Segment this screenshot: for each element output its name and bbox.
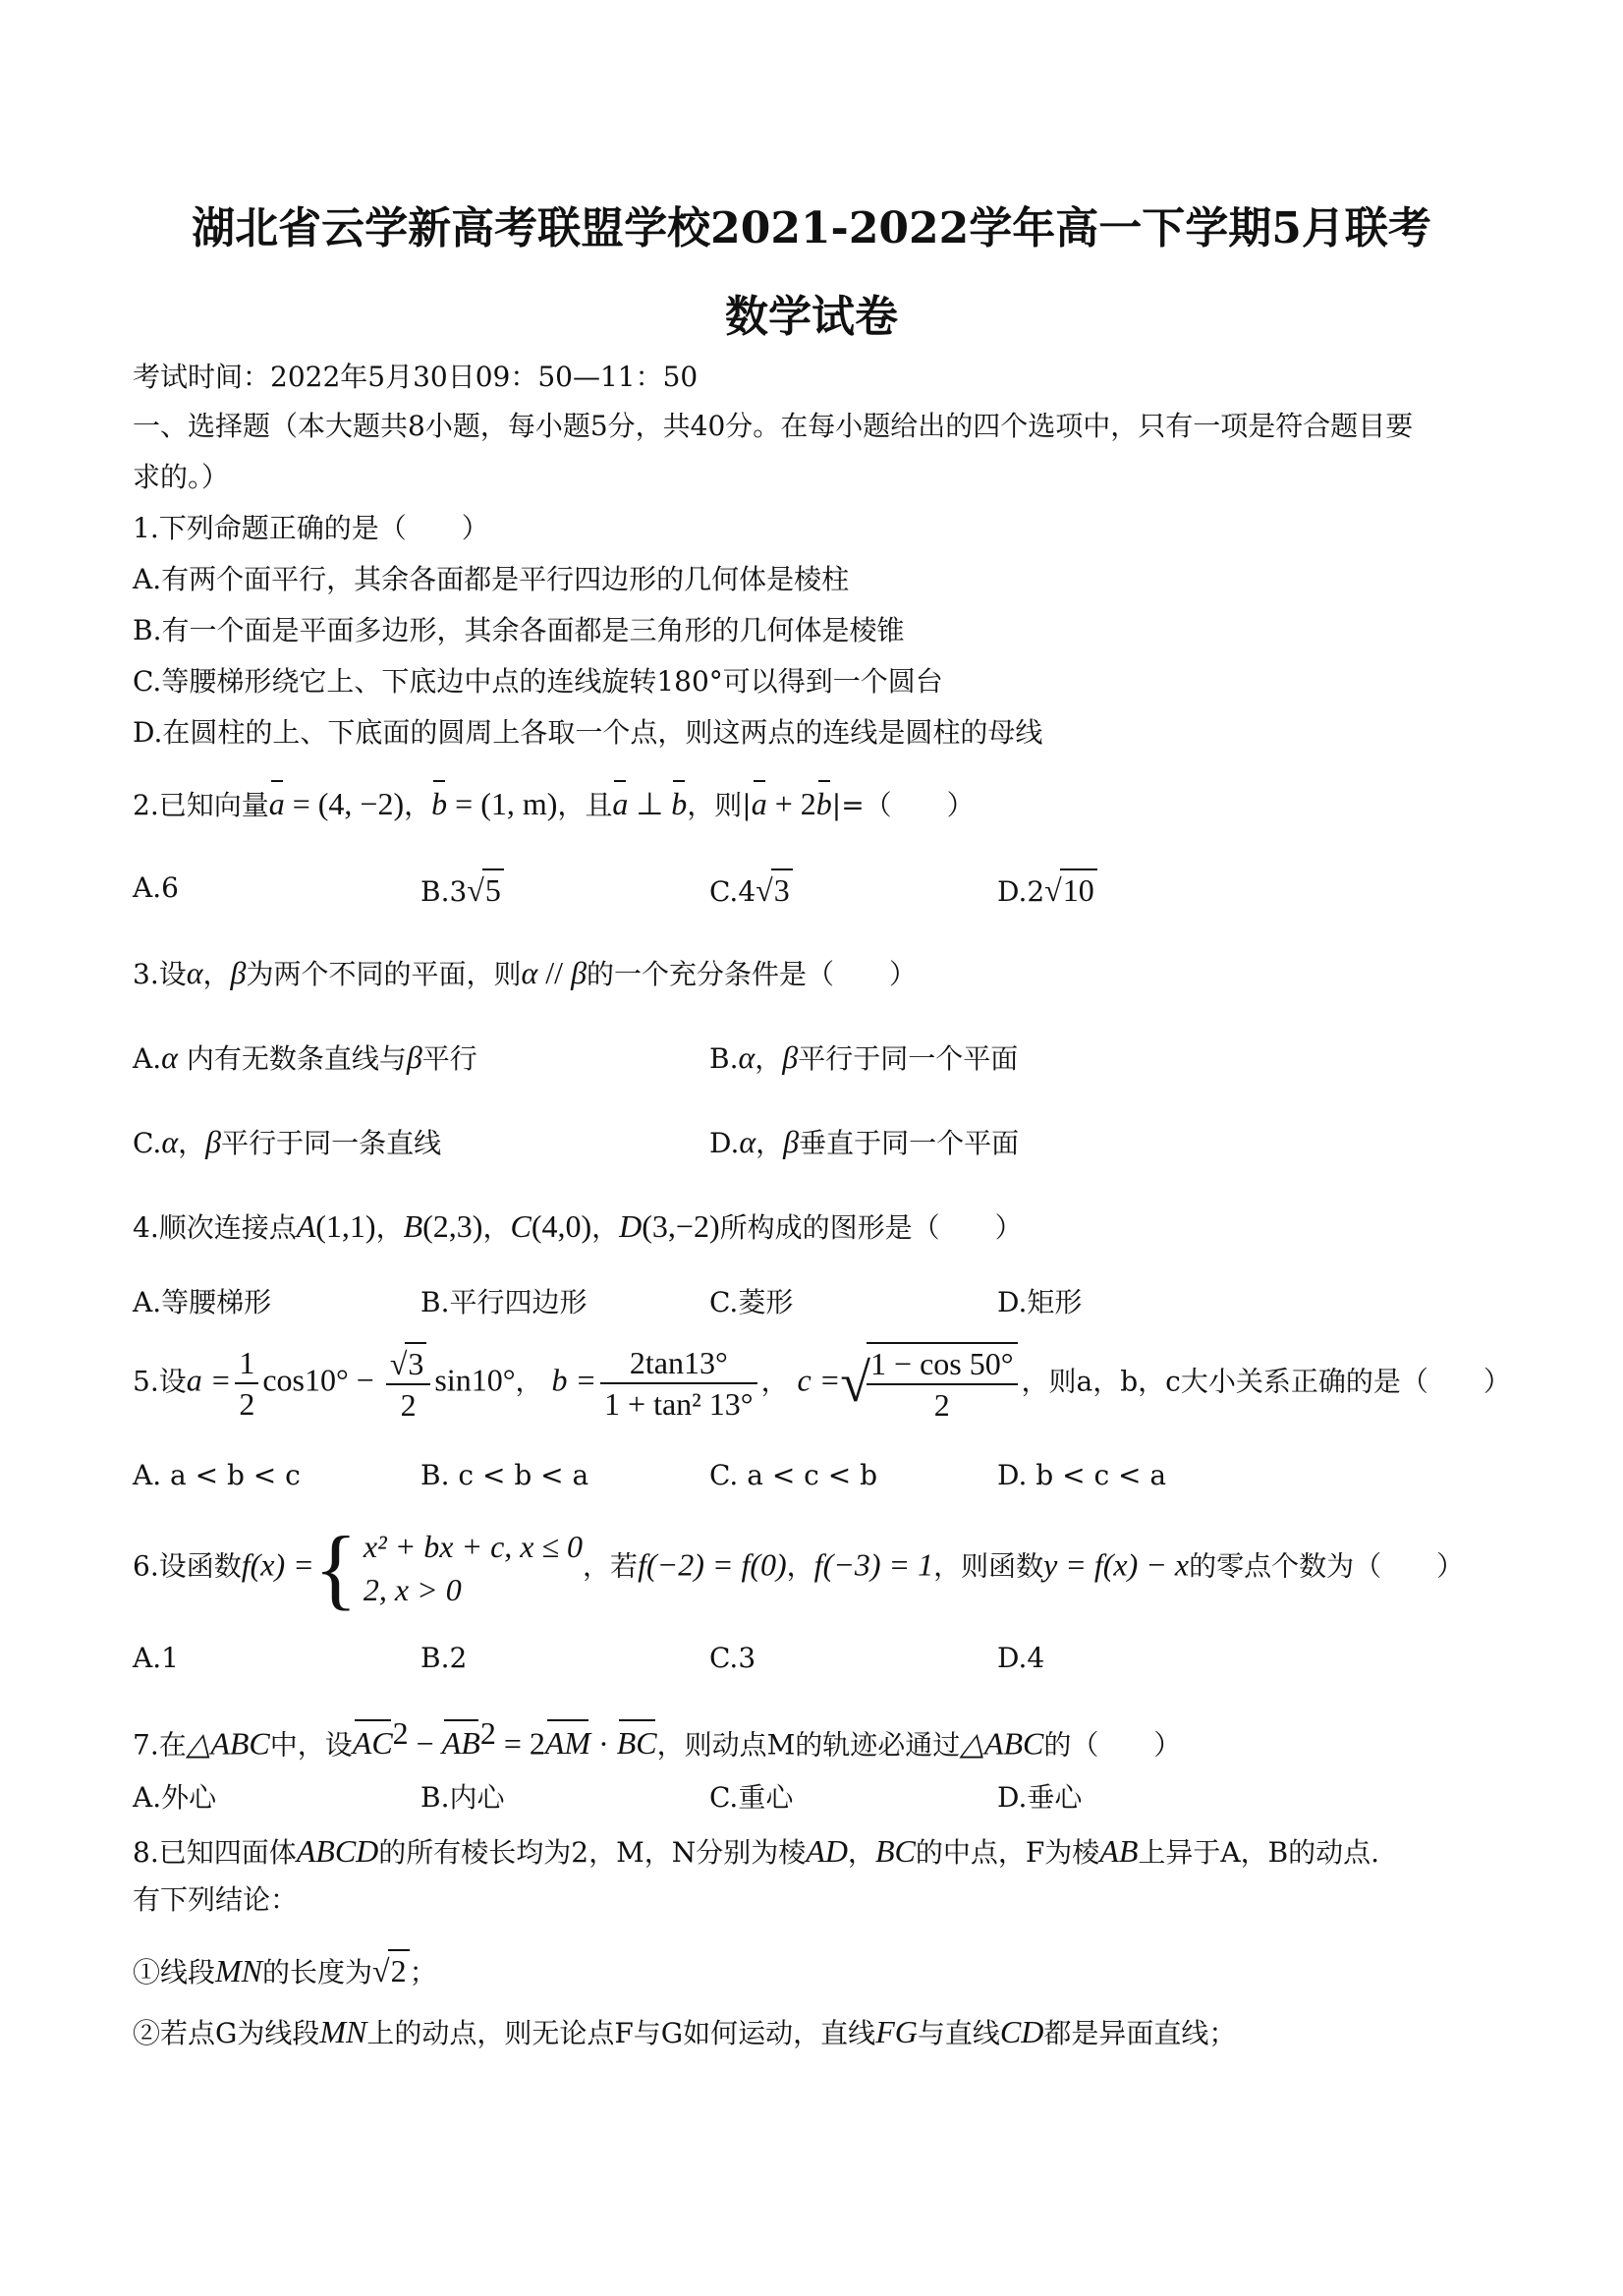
q3-stem: 3.设α，β为两个不同的平面，则α // β的一个充分条件是（ ） [133,955,918,990]
q1-option-d: D.在圆柱的上、下底面的圆周上各取一个点，则这两点的连线是圆柱的母线 [133,716,1043,749]
q1-option-c: C.等腰梯形绕它上、下底边中点的连线旋转180°可以得到一个圆台 [133,665,943,698]
fraction-half: $\frac{1}{2}$ [235,1343,258,1424]
q6-option-a: A.1 [133,1642,179,1674]
q6-stem: 6.设函数f(x) ={ x² + bx + c, x ≤ 0 2, x > 0 ，若f(−2) = f(0)，f(−3) = 1，则函数y = f(x) − x的零点个数为（ ） [133,1518,1465,1618]
exam-time: 考试时间：2022年5月30日09：50—11：50 [133,361,699,393]
fraction-sqrt3-half: $\frac{√3}{2}$ [386,1342,431,1425]
vector-am: AM [544,1725,591,1762]
q2-stem: 2.已知向量a = (4, −2)，b = (1, m)，且a ⊥ b，则|a + 2b|=（ ） [133,786,975,821]
q4-option-a: A.等腰梯形 [133,1286,272,1318]
fraction-c: $\frac{1 - \cos 50^\circ}{2}$ [867,1342,1018,1425]
q5-option-b: B. c < b < a [420,1459,589,1491]
q5-option-a: A. a < b < c [133,1459,301,1491]
vector-b: b [431,786,448,821]
q7-stem: 7.在△ABC中，设$AC^2 - AB^2 = 2AM$ · BC，则动点M的轨迹必通过△ABC的（ ） [133,1715,1182,1762]
q3-option-a: A.α 内有无数条直线与β平行 [133,1039,477,1075]
q8-conclusion-2: ②若点G为线段MN上的动点，则无论点F与G如何运动，直线FG与直线CD都是异面直线； [133,2014,1237,2049]
q4-option-c: C.菱形 [709,1286,794,1318]
q6-option-d: D.4 [997,1642,1045,1674]
q6-option-b: B.2 [420,1642,468,1674]
vector-ab: AB [441,1725,480,1762]
vector-ac: AC [352,1725,393,1762]
section-heading-line1: 一、选择题（本大题共8小题，每小题5分，共40分。在每小题给出的四个选项中，只有一项是符合题目要 [133,410,1414,442]
piecewise-cases: x² + bx + c, x ≤ 0 2, x > 0 [363,1529,584,1607]
q7-option-b: B.内心 [420,1781,505,1814]
page-title: 湖北省云学新高考联盟学校2021-2022学年高一下学期5月联考 [192,203,1431,253]
page-subtitle: 数学试卷 [725,292,898,342]
q5-option-c: C. a < c < b [709,1459,878,1491]
vector-bc: BC [616,1725,657,1762]
q4-option-d: D.矩形 [997,1286,1083,1318]
q3-option-b: B.α，β平行于同一个平面 [709,1039,1019,1075]
q3-option-d: D.α，β垂直于同一个平面 [709,1124,1020,1159]
q1-option-b: B.有一个面是平面多边形，其余各面都是三角形的几何体是棱锥 [133,614,905,646]
q2-option-c: C.4√3 [709,868,793,912]
q3-option-c: C.α，β平行于同一条直线 [133,1124,442,1159]
q7-option-a: A.外心 [133,1781,217,1814]
q8-stem-line1: 8.已知四面体ABCD的所有棱长均为2，M，N分别为棱AD，BC的中点，F为棱AB上异于A，B的动点. [133,1833,1380,1869]
q1-option-a: A.有两个面平行，其余各面都是平行四边形的几何体是棱柱 [133,563,850,595]
q7-option-c: C.重心 [709,1781,794,1814]
fraction-b: $\frac{2\tan 13^\circ}{\text{1 + tan² 13°}}$ [600,1343,757,1424]
q2-option-b: B.3√5 [420,868,504,912]
q6-option-c: C.3 [709,1642,756,1674]
q7-option-d: D.垂心 [997,1781,1083,1814]
q8-conclusion-1: ①线段MN的长度为√2 ； [133,1949,437,1992]
q5-option-d: D. b < c < a [997,1459,1167,1491]
vector-a: a [268,786,285,821]
section-heading-line2: 求的。） [133,461,230,493]
q8-stem-line2: 有下列结论： [133,1883,299,1916]
q4-stem: 4.顺次连接点A(1,1)，B(2,3)，C(4,0)，D(3,−2)所构成的图形是（ ） [133,1208,1023,1244]
q1-stem: 1.下列命题正确的是（ ） [133,512,489,544]
q5-stem: 5.设a = $\frac{1}{2}$ cos10° − $\frac{√3}{2}$ sin10°， b = $\frac{2\tan 13^\circ}{\text{1 + tan² 13°}}$ ， c =√ $\frac{1 - \cos 50^\circ}{2}$ ，则a，b，c大小关系正确的是（ ） [133,1342,1511,1425]
q4-option-b: B.平行四边形 [420,1286,588,1318]
q2-option-a: A.6 [133,871,179,904]
q2-option-d: D.2√10 [997,868,1097,912]
